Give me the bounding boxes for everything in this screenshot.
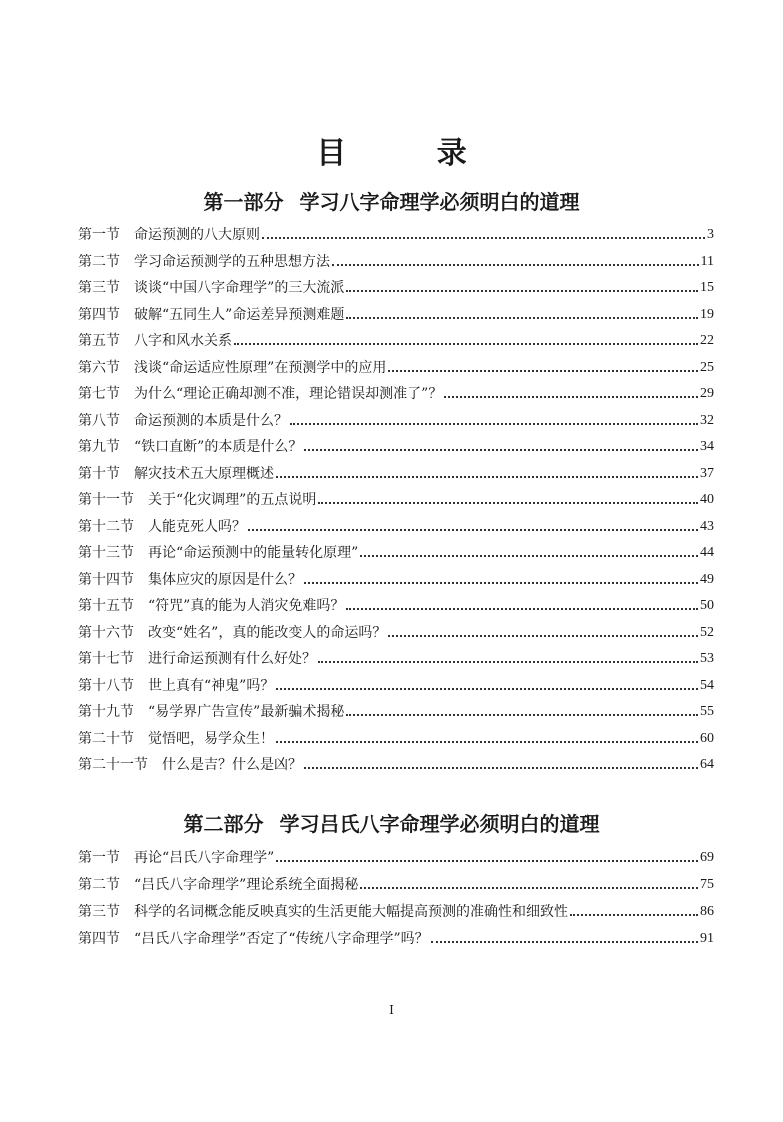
toc-entry-title: 世上真有“神鬼”吗？ bbox=[148, 677, 275, 694]
part-2-label: 第二部分 bbox=[183, 812, 264, 836]
toc-page-number: 49 bbox=[700, 571, 714, 587]
toc-page-number: 22 bbox=[700, 333, 714, 348]
toc-entry-title: 破解“五同生人”命运差异预测难题 bbox=[134, 306, 345, 323]
toc-section-label: 第九节 bbox=[78, 439, 120, 455]
toc-page-number: 25 bbox=[700, 359, 714, 375]
toc-entry[interactable] bbox=[78, 929, 714, 949]
toc-section-label: 第一节 bbox=[78, 227, 120, 243]
toc-entry[interactable] bbox=[78, 411, 714, 431]
toc-entry[interactable] bbox=[78, 729, 714, 749]
toc-leader-dots bbox=[332, 264, 699, 266]
toc-leader-dots bbox=[346, 317, 698, 319]
toc-entry[interactable] bbox=[78, 902, 714, 922]
toc-entry[interactable] bbox=[78, 755, 714, 775]
toc-section-label: 第十二节 bbox=[78, 518, 134, 535]
toc-section-label: 第十九节 bbox=[78, 704, 134, 720]
toc-entry-title: “吕氏八字命理学”否定了“传统八字命理学”吗？ bbox=[134, 931, 429, 947]
toc-page-number: 86 bbox=[700, 904, 714, 919]
toc-section-label: 第十节 bbox=[78, 465, 120, 482]
toc-entry-title: “易学界广告宣传”最新骗术揭秘 bbox=[148, 704, 345, 720]
toc-entry[interactable] bbox=[78, 490, 714, 510]
toc-section-label: 第八节 bbox=[78, 412, 120, 429]
toc-entry[interactable] bbox=[78, 875, 714, 895]
toc-page-number: 29 bbox=[700, 386, 714, 401]
toc-section-label: 第一节 bbox=[78, 850, 120, 866]
toc-entry-title: 命运预测的八大原则 bbox=[134, 227, 260, 243]
toc-leader-dots bbox=[276, 476, 698, 478]
part-1-label: 第一部分 bbox=[203, 190, 284, 214]
toc-leader-dots bbox=[304, 582, 698, 584]
toc-leader-dots bbox=[346, 290, 698, 292]
toc-entry-title: 觉悟吧，易学众生！ bbox=[148, 730, 274, 747]
toc-entry-title: 谈谈“中国八字命理学”的三大流派 bbox=[134, 280, 345, 296]
toc-section-label: 第四节 bbox=[78, 931, 120, 947]
toc-entry[interactable] bbox=[78, 623, 714, 643]
toc-entry[interactable] bbox=[78, 252, 714, 272]
toc-page-number: 69 bbox=[700, 850, 714, 865]
toc-entry-title: 命运预测的本质是什么？ bbox=[134, 412, 288, 429]
toc-leader-dots bbox=[318, 661, 698, 663]
toc-page-number: 43 bbox=[700, 518, 714, 534]
toc-page-number: 91 bbox=[700, 931, 714, 946]
toc-leader-dots bbox=[318, 502, 698, 504]
toc-leader-dots bbox=[276, 860, 698, 862]
toc-entry-title: 再论“吕氏八字命理学” bbox=[134, 850, 275, 866]
toc-leader-dots bbox=[346, 608, 698, 610]
toc-page-number: 54 bbox=[700, 677, 714, 693]
toc-entry-title: 人能克死人吗？ bbox=[148, 518, 246, 535]
toc-section-label: 第十七节 bbox=[78, 651, 134, 667]
toc-entry[interactable] bbox=[78, 702, 714, 722]
toc-leader-dots bbox=[290, 423, 698, 425]
toc-entry[interactable] bbox=[78, 278, 714, 298]
toc-entry-title: 集体应灾的原因是什么？ bbox=[148, 571, 302, 588]
toc-page-number: 37 bbox=[700, 465, 714, 481]
part-2-heading bbox=[0, 808, 783, 837]
toc-section-label: 第二节 bbox=[78, 253, 120, 270]
toc-section-label: 第三节 bbox=[78, 904, 120, 920]
toc-entry[interactable] bbox=[78, 848, 714, 868]
toc-leader-dots bbox=[276, 688, 698, 690]
toc-section-label: 第三节 bbox=[78, 280, 120, 296]
toc-entry[interactable] bbox=[78, 676, 714, 696]
part-2-title: 学习吕氏八字命理学必须明白的道理 bbox=[279, 812, 600, 836]
toc-entry[interactable] bbox=[78, 596, 714, 616]
toc-page-number: 60 bbox=[700, 730, 714, 746]
toc-leader-dots bbox=[234, 343, 698, 345]
toc-leader-dots bbox=[388, 635, 698, 637]
toc-page-number: 53 bbox=[700, 651, 714, 666]
toc-leader-dots bbox=[346, 714, 698, 716]
toc-entry-title: 解灾技术五大原理概述 bbox=[134, 465, 274, 482]
toc-entry-title: 改变“姓名”，真的能改变人的命运吗？ bbox=[148, 624, 387, 641]
toc-section-label: 第五节 bbox=[78, 333, 120, 349]
page-title: 目 录 bbox=[316, 136, 507, 171]
toc-entry-title: “吕氏八字命理学”理论系统全面揭秘 bbox=[134, 877, 359, 893]
toc-entry[interactable] bbox=[78, 570, 714, 590]
toc-section-label: 第二十一节 bbox=[78, 757, 148, 773]
toc-page-number: 64 bbox=[700, 757, 714, 772]
toc-entry[interactable] bbox=[78, 358, 714, 378]
toc-entry[interactable] bbox=[78, 464, 714, 484]
toc-section-label: 第二十节 bbox=[78, 730, 134, 747]
toc-page-number: 11 bbox=[700, 253, 714, 269]
toc-entry-title: 为什么“理论正确却测不准，理论错误却测准了”？ bbox=[134, 386, 443, 402]
toc-entry[interactable] bbox=[78, 517, 714, 537]
toc-leader-dots bbox=[248, 529, 698, 531]
toc-entry-title: 八字和风水关系 bbox=[134, 333, 232, 349]
toc-entry[interactable] bbox=[78, 305, 714, 325]
toc-leader-dots bbox=[262, 237, 705, 239]
toc-entry-title: 再论“命运预测中的能量转化原理” bbox=[148, 545, 359, 561]
toc-page-number: 50 bbox=[700, 598, 714, 613]
toc-page-number: 40 bbox=[700, 492, 714, 507]
toc-section-label: 第十八节 bbox=[78, 677, 134, 694]
toc-entry-title: “铁口直断”的本质是什么？ bbox=[134, 439, 303, 455]
toc-page-number: 3 bbox=[707, 227, 714, 242]
toc-entry-title: “符咒”真的能为人消灾免难吗？ bbox=[148, 598, 345, 614]
part-1-heading bbox=[0, 186, 783, 215]
toc-leader-dots bbox=[360, 887, 698, 889]
toc-page-number: 34 bbox=[700, 439, 714, 454]
toc-entry-title: 关于“化灾调理”的五点说明 bbox=[148, 492, 317, 508]
toc-leader-dots bbox=[570, 914, 698, 916]
toc-leader-dots bbox=[304, 449, 698, 451]
toc-page-number: 19 bbox=[700, 306, 714, 322]
toc-section-label: 第七节 bbox=[78, 386, 120, 402]
toc-section-label: 第四节 bbox=[78, 306, 120, 323]
toc-section-label: 第十四节 bbox=[78, 571, 134, 588]
toc-page-number: 52 bbox=[700, 624, 714, 640]
toc-entry-title: 什么是吉？什么是凶？ bbox=[162, 757, 302, 773]
toc-leader-dots bbox=[444, 396, 698, 398]
toc-section-label: 第六节 bbox=[78, 359, 120, 376]
toc-leader-dots bbox=[431, 941, 698, 943]
toc-leader-dots bbox=[276, 741, 698, 743]
toc-section-label: 第十六节 bbox=[78, 624, 134, 641]
toc-entry[interactable] bbox=[78, 649, 714, 669]
toc-entry-title: 浅谈“命运适应性原理”在预测学中的应用 bbox=[134, 359, 387, 376]
toc-entry[interactable] bbox=[78, 331, 714, 351]
toc-entry[interactable] bbox=[78, 437, 714, 457]
toc-entry[interactable] bbox=[78, 225, 714, 245]
toc-page-number: 15 bbox=[700, 280, 714, 295]
toc-entry-title: 学习命运预测学的五种思想方法 bbox=[134, 253, 330, 270]
toc-entry[interactable] bbox=[78, 384, 714, 404]
toc-entry-title: 进行命运预测有什么好处？ bbox=[148, 651, 316, 667]
toc-section-label: 第十五节 bbox=[78, 598, 134, 614]
toc-section-label: 第十一节 bbox=[78, 492, 134, 508]
toc-page-number: 75 bbox=[700, 877, 714, 892]
toc-leader-dots bbox=[304, 767, 698, 769]
toc-section-label: 第十三节 bbox=[78, 545, 134, 561]
page-number: I bbox=[389, 1003, 394, 1017]
toc-section-label: 第二节 bbox=[78, 877, 120, 893]
toc-leader-dots bbox=[360, 555, 698, 557]
toc-page-number: 55 bbox=[700, 704, 714, 719]
part-1-title: 学习八字命理学必须明白的道理 bbox=[299, 190, 580, 214]
toc-entry-title: 科学的名词概念能反映真实的生活更能大幅提高预测的准确性和细致性 bbox=[134, 904, 568, 920]
toc-page-number: 44 bbox=[700, 545, 714, 560]
toc-leader-dots bbox=[388, 370, 698, 372]
toc-entry[interactable] bbox=[78, 543, 714, 563]
toc-page-number: 32 bbox=[700, 412, 714, 428]
